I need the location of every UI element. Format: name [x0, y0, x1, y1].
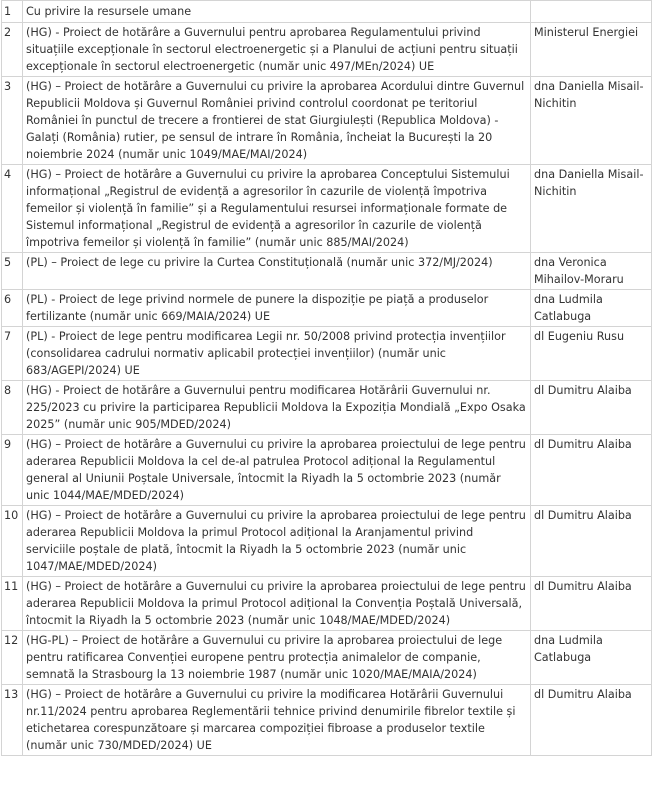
item-number: 9 — [2, 435, 23, 506]
item-title: (HG) – Proiect de hotărâre a Guvernului cu privire la aprobarea Acordului dintre Guvernul Republicii Moldova și Guvernul României privind controlul coordonat pe teritoriul României în punctul de trecere a frontierei de stat Giurgiulești (Republica Moldova) - Galați (România) rutier, pe sensul de intrare în România, încheiat la București la 20 noiembrie 2024 (număr unic 1049/MAE/MAI/2024) — [23, 77, 531, 165]
item-number: 8 — [2, 381, 23, 435]
item-responsible: dna Ludmila Catlabuga — [531, 631, 652, 685]
item-title: (PL) - Proiect de lege pentru modificarea Legii nr. 50/2008 privind protecția invențiilor (consolidarea cadrului normativ aplicabil protecției invențiilor) (număr unic 683/AGEPI/2024) UE — [23, 327, 531, 381]
item-number: 2 — [2, 23, 23, 77]
item-title: (HG-PL) – Proiect de hotărâre a Guvernului cu privire la aprobarea proiectului de lege pentru ratificarea Convenției europene pentru protecția animalelor de companie, semnată la Strasbourg la 13 noiembrie 1987 (număr unic 1020/MAE/MAIA/2024) — [23, 631, 531, 685]
item-title: (HG) – Proiect de hotărâre a Guvernului cu privire la aprobarea proiectului de lege pentru aderarea Republicii Moldova la cel de-al patrulea Protocol adițional la Regulamentul general al Uniunii Poștale Universale, întocmit la Riyadh la 5 octombrie 2023 (număr unic 1044/MAE/MDED/2024) — [23, 435, 531, 506]
agenda-row — [2, 327, 652, 381]
agenda-row — [2, 23, 652, 77]
item-responsible: dl Dumitru Alaiba — [531, 577, 652, 631]
section-row — [2, 1, 652, 23]
item-title: (HG) – Proiect de hotărâre a Guvernului cu privire la aprobarea proiectului de lege pentru aderarea Republicii Moldova la primul Protocol adițional la Convenția Poștală Universală, întocmit la Riyadh la 5 octombrie 2023 (număr unic 1048/MAE/MDED/2024) — [23, 577, 531, 631]
item-number: 3 — [2, 77, 23, 165]
item-responsible: dna Ludmila Catlabuga — [531, 290, 652, 327]
item-responsible: dl Dumitru Alaiba — [531, 506, 652, 577]
item-number: 12 — [2, 631, 23, 685]
agenda-row — [2, 506, 652, 577]
item-responsible: dna Daniella Misail-Nichitin — [531, 77, 652, 165]
item-number: 7 — [2, 327, 23, 381]
section-responsible — [531, 1, 652, 23]
item-title: (HG) – Proiect de hotărâre a Guvernului cu privire la aprobarea proiectului de lege pentru aderarea Republicii Moldova la primul Protocol adițional la Aranjamentul privind serviciile poștale de plată, întocmit la Riyadh la 5 octombrie 2023 (număr unic 1047/MAE/MDED/2024) — [23, 506, 531, 577]
item-title: (HG) - Proiect de hotărâre a Guvernului pentru modificarea Hotărârii Guvernului nr. 225/2023 cu privire la participarea Republicii Moldova la Expoziția Mondială „Expo Osaka 2025” (număr unic 905/MDED/2024) — [23, 381, 531, 435]
item-number: 11 — [2, 577, 23, 631]
item-title: (HG) – Proiect de hotărâre a Guvernului cu privire la modificarea Hotărârii Guvernului nr.11/2024 pentru aprobarea Reglementării tehnice privind denumirile fibrelor textile și etichetarea corespunzătoare și marcarea compoziției fibroase a produselor textile (număr unic 730/MDED/2024) UE — [23, 685, 531, 756]
agenda-row — [2, 435, 652, 506]
item-responsible: dl Dumitru Alaiba — [531, 685, 652, 756]
item-number: 10 — [2, 506, 23, 577]
item-title: (PL) - Proiect de lege privind normele de punere la dispoziție pe piață a produselor fertilizante (număr unic 669/MAIA/2024) UE — [23, 290, 531, 327]
agenda-row — [2, 577, 652, 631]
item-number: 4 — [2, 165, 23, 253]
section-title: Cu privire la resursele umane — [23, 1, 531, 23]
agenda-row — [2, 253, 652, 290]
section-number: 1 — [2, 1, 23, 23]
item-responsible: dl Dumitru Alaiba — [531, 435, 652, 506]
item-title: (HG) – Proiect de hotărâre a Guvernului cu privire la aprobarea Conceptului Sistemului informațional „Registrul de evidență a agresorilor în cazurile de violență împotriva femeilor și violență în familie” și a Regulamentului resursei informaționale formate de Sistemul informațional „Registrul de evidență a agresorilor în cazurile de violență împotriva femeilor și violență în familie” (număr unic 885/MAI/2024) — [23, 165, 531, 253]
agenda-row — [2, 381, 652, 435]
item-responsible: dna Veronica Mihailov-Moraru — [531, 253, 652, 290]
agenda-row — [2, 77, 652, 165]
item-number: 5 — [2, 253, 23, 290]
item-number: 13 — [2, 685, 23, 756]
item-title: (PL) – Proiect de lege cu privire la Curtea Constituțională (număr unic 372/MJ/2024) — [23, 253, 531, 290]
item-title: (HG) - Proiect de hotărâre a Guvernului pentru aprobarea Regulamentului privind situațiile excepționale în sectorul electroenergetic și a Planului de acțiuni pentru situații excepționale în sectorul electroenergetic (număr unic 497/MEn/2024) UE — [23, 23, 531, 77]
item-responsible: dna Daniella Misail-Nichitin — [531, 165, 652, 253]
agenda-table — [1, 0, 652, 756]
item-responsible: Ministerul Energiei — [531, 23, 652, 77]
agenda-row — [2, 631, 652, 685]
item-number: 6 — [2, 290, 23, 327]
item-responsible: dl Dumitru Alaiba — [531, 381, 652, 435]
item-responsible: dl Eugeniu Rusu — [531, 327, 652, 381]
agenda-row — [2, 685, 652, 756]
agenda-row — [2, 290, 652, 327]
agenda-body — [2, 1, 652, 756]
agenda-row — [2, 165, 652, 253]
